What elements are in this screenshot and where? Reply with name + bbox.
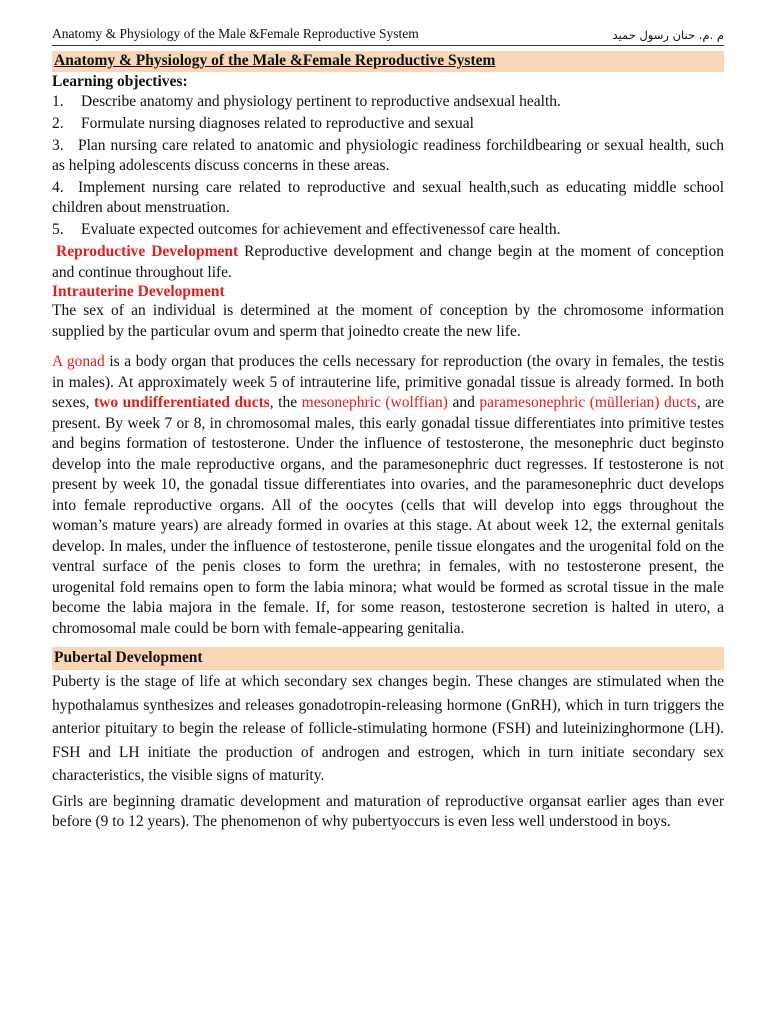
- objective-item: [52, 220, 724, 240]
- paragraph-text: and: [447, 394, 480, 411]
- intrauterine-paragraph-1: The sex of an individual is determined at the moment of conception by the chromosome information supplied by the particular ovum and sperm that joinedto create the new life.: [52, 302, 724, 340]
- pubertal-heading: Pubertal Development: [54, 649, 203, 666]
- objective-number: 4.: [52, 179, 64, 196]
- objective-number: 3.: [52, 137, 64, 154]
- paragraph-text: , are present. By week 7 or 8, in chromosomal males, this early gonadal tissue differentiates into primitive testes and begins formation of testosterone. Under the influence of testosterone, the mesonephric duct beginsto develop into the male reproductive organs, and the paramesonephric duct regresses. If testosterone is not present by week 10, the gonadal tissue differentiates into ovaries, and the paramesonephric duct develops into female reproductive organs. All of the oocytes (cells that will develop into eggs throughout the woman’s mature years) are already formed in ovaries at this stage. At about week 12, the external genitals develop. In males, under the influence of testosterone, penile tissue elongates and the urogenital fold on the ventral surface of the penis closes to form the urethra; in females, with no testosterone present, the urogenital fold remains open to form the labia minora; what would be formed as scrotal tissue in the male become the labia majora in the female. If, for some reason, testosterone secretion is halted in utero, a chromosomal male could be born with female-appearing genitalia.: [52, 394, 725, 637]
- pubertal-paragraph-1: Puberty is the stage of life at which secondary sex changes begin. These changes are stimulated when the hypothalamus synthesizes and releases gonadotropin-releasing hormone (GnRH), which in turn triggers the anterior pituitary to begin the release of follicle-stimulating hormone (FSH) and luteinizinghormone (LH). FSH and LH initiate the production of androgen and estrogen, which in turn initiate secondary sex characteristics, the visible signs of maturity.: [52, 673, 724, 784]
- reproductive-development-label: Reproductive Development: [56, 243, 239, 260]
- objective-item: [52, 114, 724, 134]
- objective-text: Describe anatomy and physiology pertinent to reproductive andsexual health.: [81, 93, 561, 110]
- objective-number: 1.: [52, 93, 64, 110]
- objectives-list: [52, 92, 724, 240]
- mesonephric-term: mesonephric (wolffian): [301, 394, 448, 411]
- page-header: [52, 26, 724, 46]
- objective-text: Plan nursing care related to anatomic and physiologic readiness forchildbearing or sexual health, such as helping adolescents discuss concerns in these areas.: [52, 137, 724, 174]
- undifferentiated-ducts-term: two undifferentiated ducts: [93, 394, 270, 411]
- paramesonephric-term: paramesonephric (müllerian) ducts: [479, 394, 697, 411]
- objectives-heading: Learning objectives:: [52, 73, 188, 90]
- header-title: Anatomy & Physiology of the Male &Female Reproductive System: [52, 26, 419, 41]
- intrauterine-heading: Intrauterine Development: [52, 283, 225, 300]
- pubertal-heading-band: [52, 647, 724, 670]
- header-author: م .م. حنان رسول حميد: [612, 28, 724, 42]
- paragraph-text: is a body organ that produces the cells necessary for reproduction (the ovary in females, the testis in males). At approximately week 5 of intrauterine life, primitive gonadal tissue is already formed. In both sexes,: [52, 353, 725, 411]
- objective-item: [52, 92, 724, 112]
- gonad-term: A gonad: [52, 353, 105, 370]
- intrauterine-paragraph-2: [52, 352, 724, 639]
- objective-text: Formulate nursing diagnoses related to reproductive and sexual: [81, 115, 474, 132]
- reproductive-development-paragraph: [52, 242, 724, 283]
- objective-text: Evaluate expected outcomes for achievement and effectivenessof care health.: [81, 221, 561, 238]
- document-title: Anatomy & Physiology of the Male &Female Reproductive System: [54, 52, 496, 69]
- objective-item: [52, 136, 724, 176]
- paragraph-text: , the: [269, 394, 302, 411]
- pubertal-paragraph-2: Girls are beginning dramatic development and maturation of reproductive organsat earlier ages than ever before (9 to 12 years). The phenomenon of why pubertyoccurs is even less well understood in boys.: [52, 792, 724, 830]
- objective-item: [52, 178, 724, 218]
- document-page: [52, 26, 724, 832]
- reproductive-development-text: Reproductive development and change begin at the moment of conception and continue throughout life.: [52, 243, 724, 281]
- objective-text: Implement nursing care related to reproductive and sexual health,such as educating middle school children about menstruation.: [52, 179, 724, 216]
- objective-number: 2.: [52, 115, 64, 132]
- document-title-band: [52, 51, 724, 72]
- objective-number: 5.: [52, 221, 64, 238]
